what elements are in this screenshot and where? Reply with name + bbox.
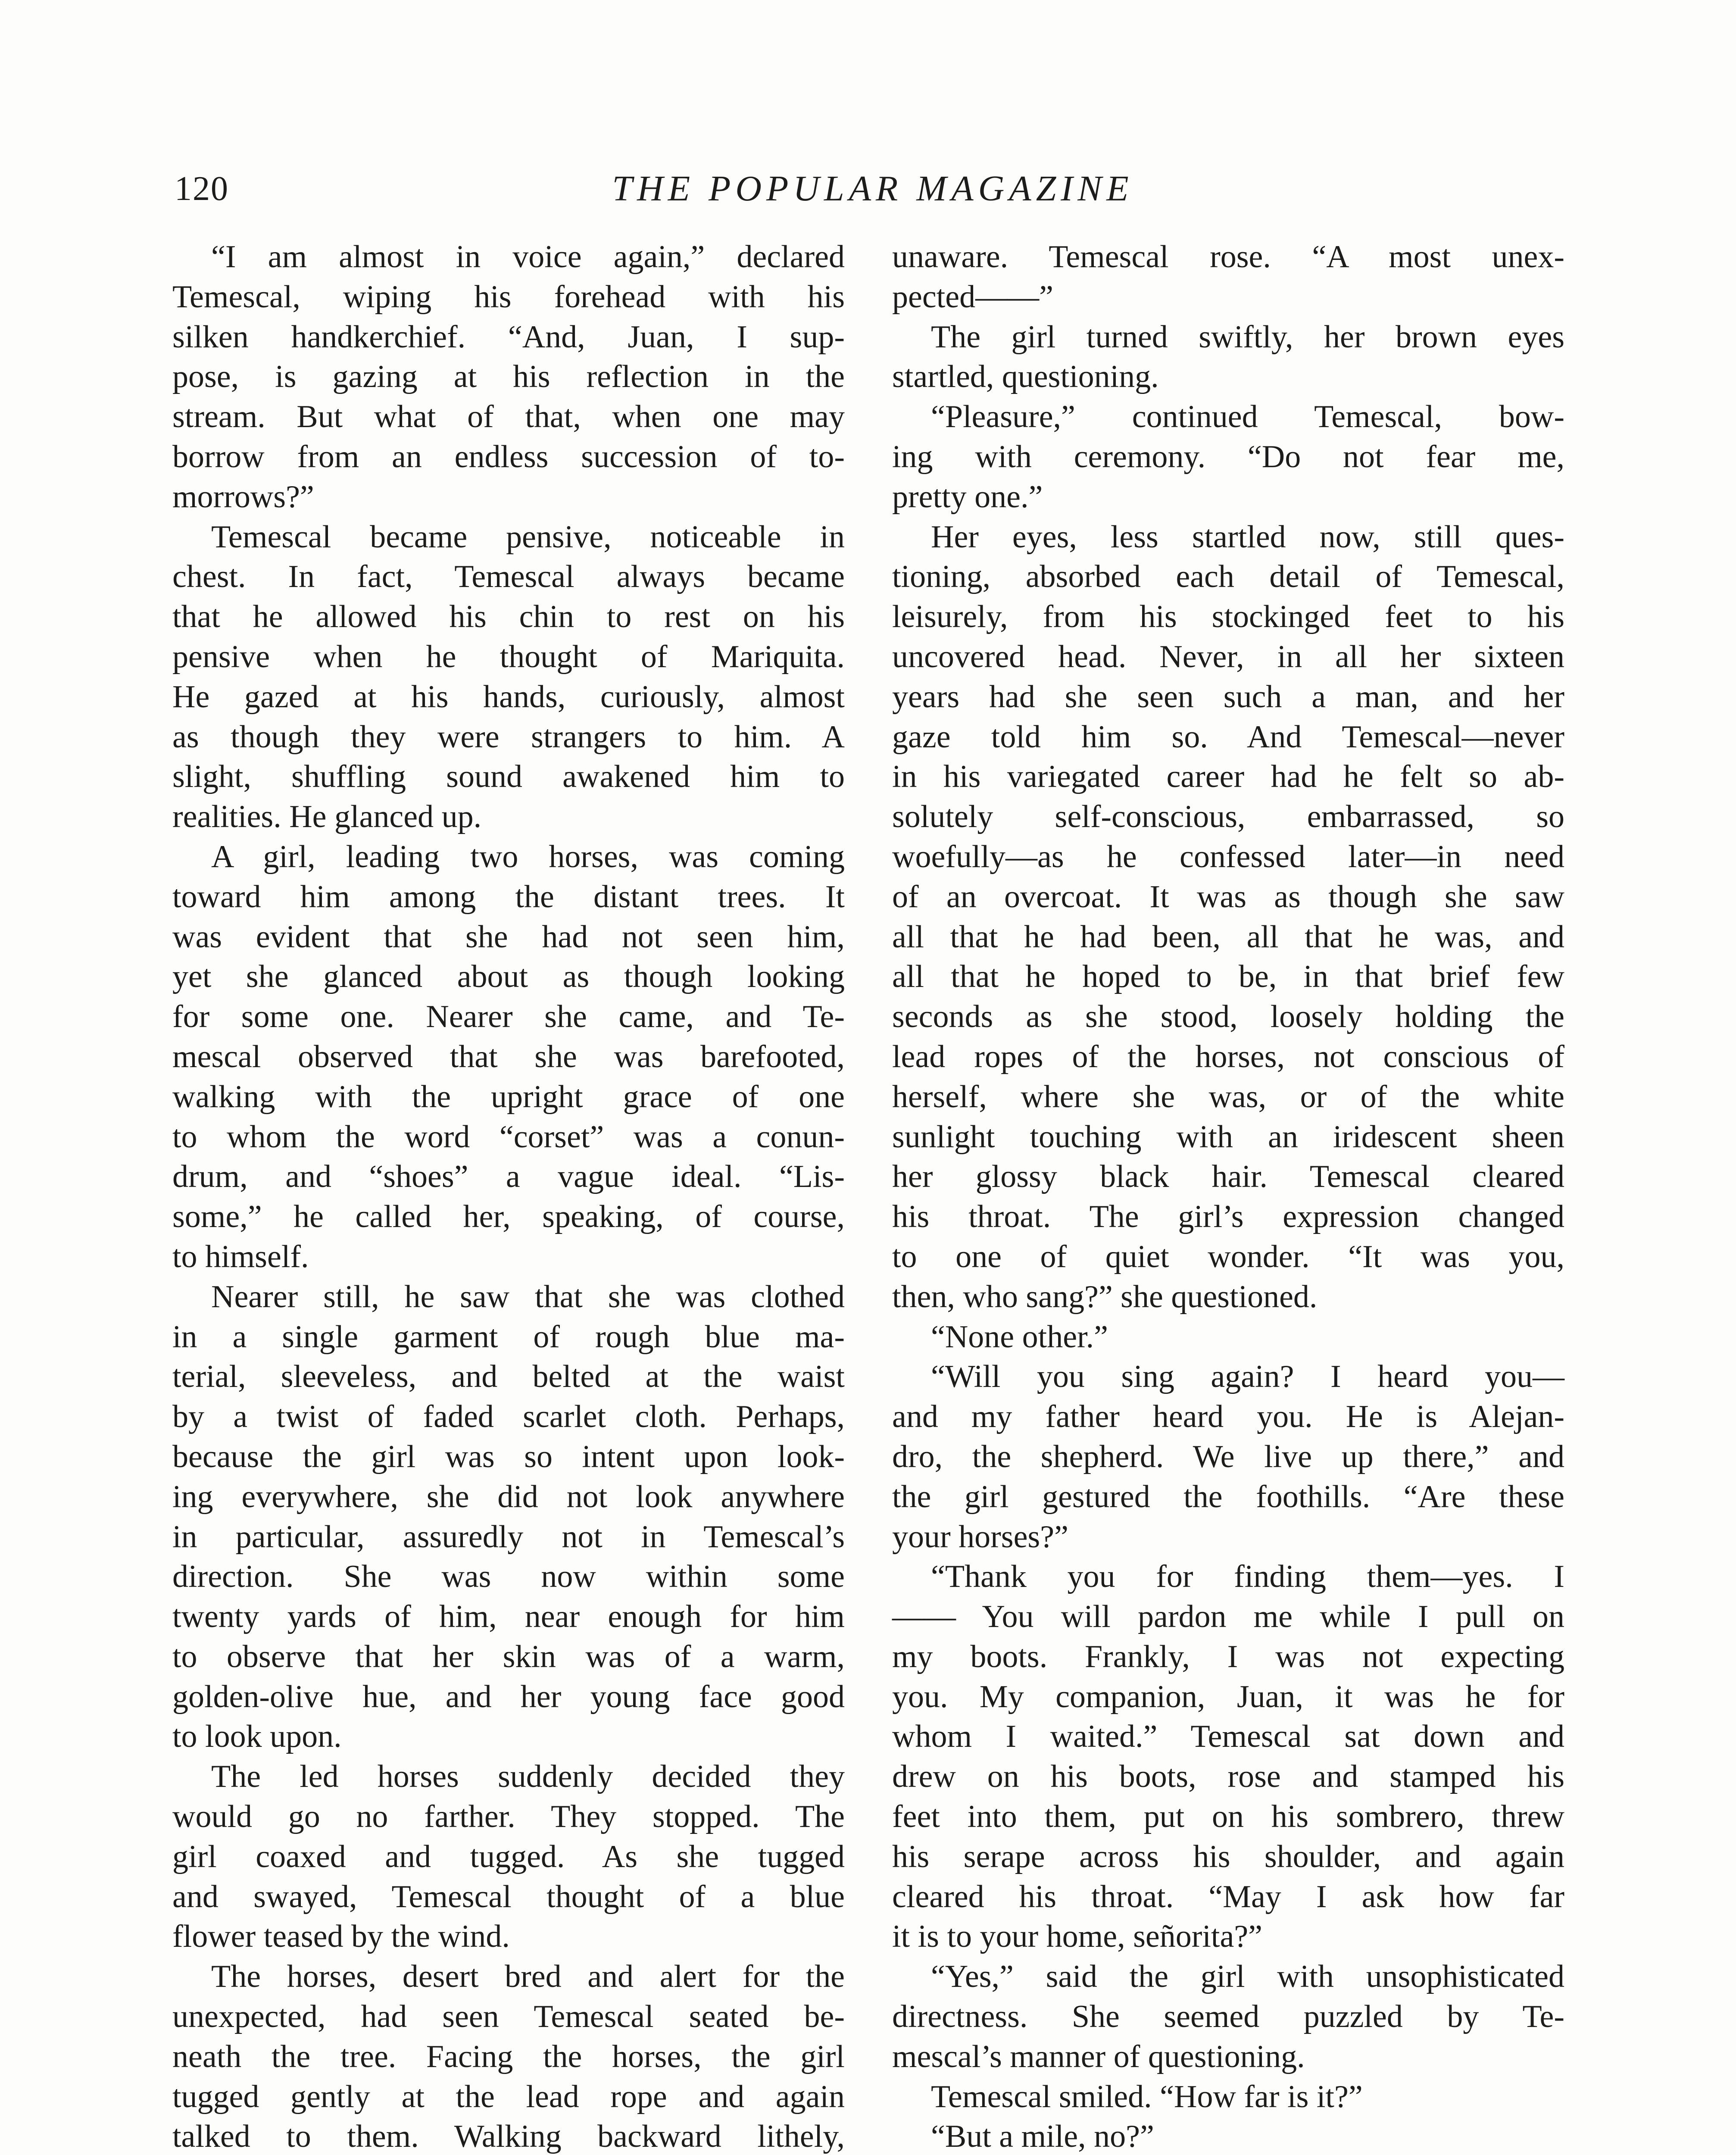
text-line: feet into them, put on his sombrero, threw [892, 1799, 1564, 1835]
text-line: as though they were strangers to him. A [172, 719, 845, 755]
text-line: whom I waited.” Temescal sat down and [892, 1719, 1564, 1755]
text-line: some,” he called her, speaking, of course, [172, 1199, 845, 1235]
text-line: seconds as she stood, loosely holding the [892, 999, 1564, 1035]
text-line: —— You will pardon me while I pull on [892, 1599, 1564, 1635]
text-line: in a single garment of rough blue ma- [172, 1319, 845, 1355]
text-line: your horses?” [892, 1519, 1068, 1555]
text-line: Temescal, wiping his forehead with his [172, 279, 845, 315]
left-text-column [172, 237, 845, 2155]
text-line: would go no farther. They stopped. The [172, 1799, 845, 1835]
text-line: to whom the word “corset” was a conun- [172, 1119, 845, 1155]
text-line: that he allowed his chin to rest on his [172, 599, 845, 635]
text-line: A girl, leading two horses, was coming [211, 839, 845, 874]
text-line: The led horses suddenly decided they [211, 1759, 845, 1795]
text-line: He gazed at his hands, curiously, almost [172, 679, 845, 715]
text-line: stream. But what of that, when one may [172, 399, 845, 435]
text-line: his serape across his shoulder, and again [892, 1839, 1564, 1874]
text-line: “Pleasure,” continued Temescal, bow- [931, 399, 1564, 435]
text-line: to one of quiet wonder. “It was you, [892, 1239, 1564, 1274]
text-line: terial, sleeveless, and belted at the waist [172, 1359, 845, 1395]
text-line: drum, and “shoes” a vague ideal. “Lis- [172, 1159, 845, 1195]
text-line: because the girl was so intent upon look- [172, 1439, 845, 1474]
text-line: it is to your home, señorita?” [892, 1919, 1263, 1955]
text-line: morrows?” [172, 479, 314, 515]
text-line: and my father heard you. He is Alejan- [892, 1399, 1564, 1435]
text-line: ing everywhere, she did not look anywhere [172, 1479, 845, 1515]
text-line: all that he hoped to be, in that brief few [892, 959, 1564, 995]
text-line: and swayed, Temescal thought of a blue [172, 1879, 845, 1915]
text-line: girl coaxed and tugged. As she tugged [172, 1839, 845, 1874]
text-line: “Yes,” said the girl with unsophisticated [931, 1959, 1564, 1995]
text-line: gaze told him so. And Temescal—never [892, 719, 1564, 755]
text-line: pose, is gazing at his reflection in the [172, 359, 845, 395]
text-line: twenty yards of him, near enough for him [172, 1599, 845, 1635]
text-line: pected——” [892, 279, 1053, 315]
text-line: unaware. Temescal rose. “A most unex- [892, 239, 1564, 275]
text-line: drew on his boots, rose and stamped his [892, 1759, 1564, 1795]
running-head [175, 163, 1571, 215]
text-line: sunlight touching with an iridescent sheen [892, 1119, 1564, 1155]
text-line: yet she glanced about as though looking [172, 959, 845, 995]
text-line: dro, the shepherd. We live up there,” and [892, 1439, 1564, 1474]
text-line: to himself. [172, 1239, 309, 1274]
text-line: silken handkerchief. “And, Juan, I sup- [172, 319, 845, 355]
text-line: golden-olive hue, and her young face good [172, 1679, 845, 1715]
text-line: solutely self-conscious, embarrassed, so [892, 799, 1564, 835]
text-line: years had she seen such a man, and her [892, 679, 1564, 715]
text-line: toward him among the distant trees. It [172, 879, 845, 915]
text-line: all that he had been, all that he was, and [892, 919, 1564, 955]
text-line: herself, where she was, or of the white [892, 1079, 1564, 1115]
text-line: direction. She was now within some [172, 1559, 845, 1595]
text-line: uncovered head. Never, in all her sixteen [892, 639, 1564, 675]
text-line: cleared his throat. “May I ask how far [892, 1879, 1564, 1915]
text-line: walking with the upright grace of one [172, 1079, 845, 1115]
text-line: Temescal became pensive, noticeable in [211, 519, 845, 555]
text-line: directness. She seemed puzzled by Te- [892, 1999, 1564, 2035]
text-line: for some one. Nearer she came, and Te- [172, 999, 845, 1035]
text-line: in particular, assuredly not in Temescal’s [172, 1519, 845, 1555]
text-line: slight, shuffling sound awakened him to [172, 759, 845, 795]
text-line: her glossy black hair. Temescal cleared [892, 1159, 1564, 1195]
text-line: to observe that her skin was of a warm, [172, 1639, 845, 1674]
text-line: borrow from an endless succession of to- [172, 439, 845, 475]
text-line: chest. In fact, Temescal always became [172, 559, 845, 595]
text-line: startled, questioning. [892, 359, 1159, 395]
text-line: The girl turned swiftly, her brown eyes [931, 319, 1564, 355]
text-line: was evident that she had not seen him, [172, 919, 845, 955]
text-line: you. My companion, Juan, it was he for [892, 1679, 1564, 1715]
text-line: tugged gently at the lead rope and again [172, 2079, 845, 2114]
text-line: mescal observed that she was barefooted, [172, 1039, 845, 1074]
text-line: pensive when he thought of Mariquita. [172, 639, 845, 675]
text-line: The horses, desert bred and alert for the [211, 1959, 845, 1995]
text-line: Temescal smiled. “How far is it?” [931, 2079, 1363, 2114]
text-line: flower teased by the wind. [172, 1919, 510, 1955]
text-line: “None other.” [931, 1319, 1108, 1355]
text-line: of an overcoat. It was as though she saw [892, 879, 1564, 915]
text-line: his throat. The girl’s expression changed [892, 1199, 1564, 1235]
text-line: “But a mile, no?” [931, 2119, 1154, 2155]
text-line: leisurely, from his stockinged feet to his [892, 599, 1564, 635]
page-number: 120 [175, 170, 229, 208]
text-line: neath the tree. Facing the horses, the girl [172, 2039, 845, 2074]
text-line: by a twist of faded scarlet cloth. Perhaps, [172, 1399, 845, 1435]
text-line: then, who sang?” she questioned. [892, 1279, 1318, 1315]
text-line: “Will you sing again? I heard you— [931, 1359, 1564, 1395]
text-line: in his variegated career had he felt so ab- [892, 759, 1564, 795]
magazine-title: THE POPULAR MAGAZINE [612, 169, 1133, 209]
text-line: “Thank you for finding them—yes. I [931, 1559, 1564, 1595]
text-line: talked to them. Walking backward lithely, [172, 2119, 845, 2155]
text-line: “I am almost in voice again,” declared [211, 239, 845, 275]
text-line: to look upon. [172, 1719, 342, 1755]
text-line: pretty one.” [892, 479, 1043, 515]
text-line: my boots. Frankly, I was not expecting [892, 1639, 1564, 1674]
text-line: woefully—as he confessed later—in need [892, 839, 1564, 874]
text-line: unexpected, had seen Temescal seated be- [172, 1999, 845, 2035]
text-line: Nearer still, he saw that she was clothed [211, 1279, 845, 1315]
text-line: realities. He glanced up. [172, 799, 482, 835]
text-line: tioning, absorbed each detail of Temescal, [892, 559, 1564, 595]
text-line: ing with ceremony. “Do not fear me, [892, 439, 1564, 475]
text-line: Her eyes, less startled now, still ques- [931, 519, 1564, 555]
right-text-column [892, 237, 1564, 2155]
text-line: mescal’s manner of questioning. [892, 2039, 1305, 2074]
text-line: lead ropes of the horses, not conscious of [892, 1039, 1564, 1074]
text-line: the girl gestured the foothills. “Are these [892, 1479, 1564, 1515]
